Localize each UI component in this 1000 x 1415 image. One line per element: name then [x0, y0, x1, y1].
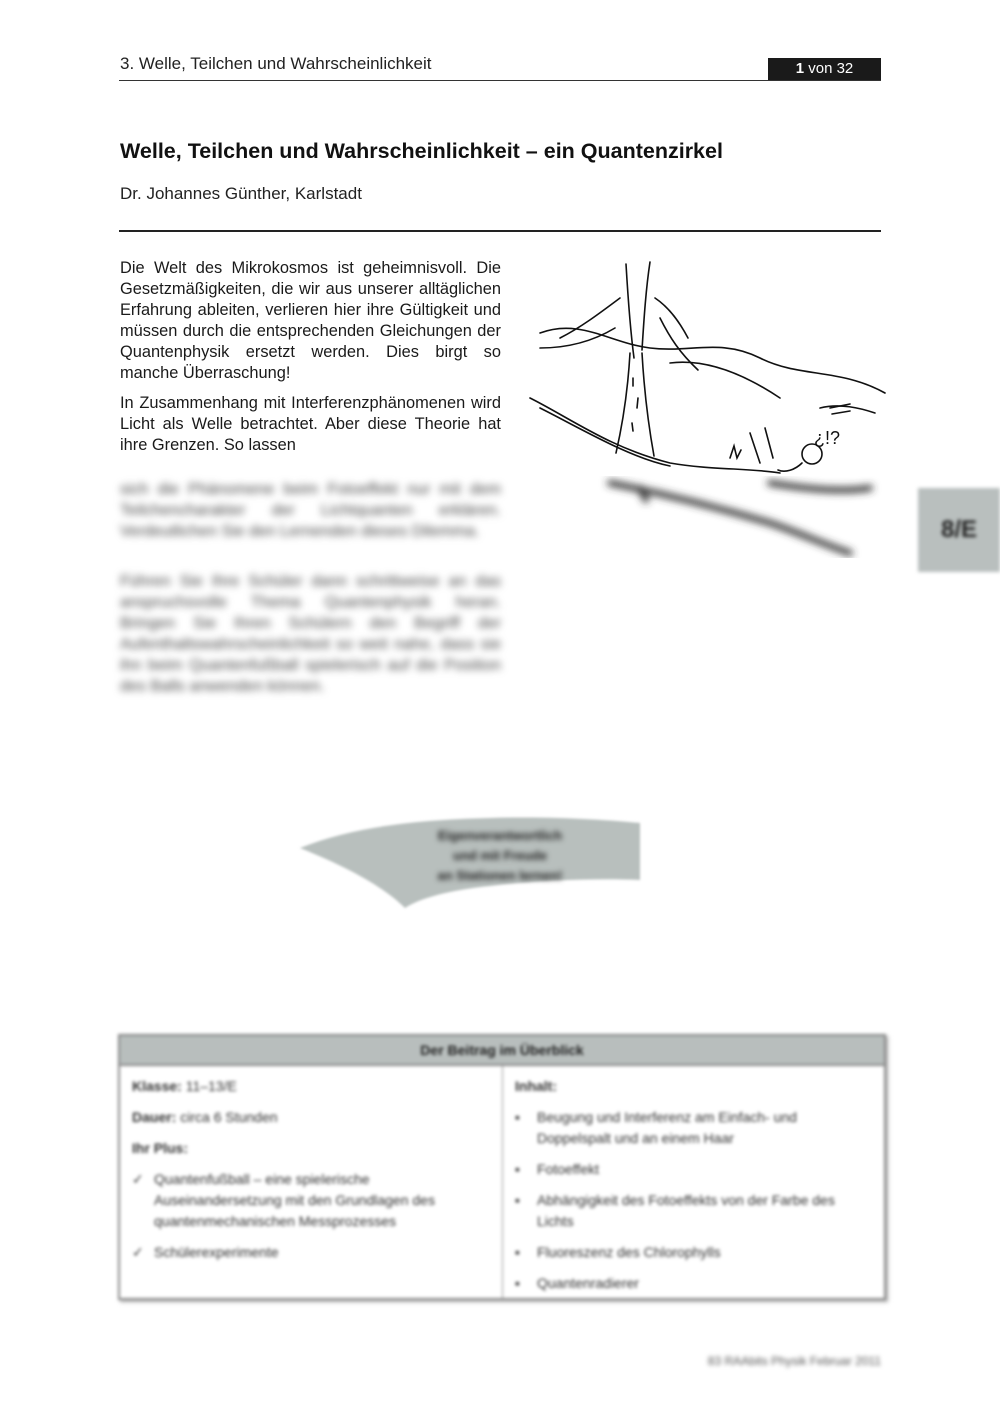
dauer-label: Dauer: — [132, 1109, 177, 1125]
klasse-row — [132, 1076, 490, 1097]
intro-paragraph-2-blurred: sich die Phänomene beim Fotoeffekt nur mit dem Teilchencharakter der Lichtquanten erklären. Verdeutlichen Sie den Lernenden dieses Dilemma. — [120, 481, 501, 540]
plus-label: Ihr Plus: — [132, 1140, 189, 1156]
intro-text — [120, 258, 501, 455]
ribbon-line-2: und mit Freude — [453, 848, 547, 863]
page-total: von 32 — [808, 60, 854, 77]
page-current: 1 — [795, 60, 805, 77]
section-title: 3. Welle, Teilchen und Wahrscheinlichkeit — [120, 54, 432, 73]
header-divider — [119, 80, 881, 81]
inhalt-item: ▪ Fluoreszenz des Chlorophylls — [515, 1242, 870, 1263]
illustration-exclamation: ¿!? — [814, 428, 841, 448]
cartoon-skier-tree-icon — [520, 258, 890, 558]
ribbon-line-3: an Stationen lernen! — [437, 868, 563, 883]
overview-right-column — [503, 1066, 882, 1298]
chapter-side-tab-label: 8/E — [940, 516, 978, 543]
page-counter — [768, 58, 881, 80]
overview-left-column — [120, 1066, 503, 1298]
inhalt-item: ▪ Beugung und Interferenz am Einfach- und Doppelspalt und an einem Haar — [515, 1107, 870, 1149]
inhalt-item: ▪ Abhängigkeit des Fotoeffekts von der Farbe des Lichts — [515, 1190, 870, 1232]
overview-table — [118, 1034, 886, 1300]
klasse-value: 11–13/E — [185, 1078, 237, 1094]
plus-item: ✓ Quantenfußball – eine spielerische Auseinandersetzung mit den Grundlagen des quantenmechanischen Messprozesses — [132, 1169, 490, 1232]
klasse-label: Klasse: — [132, 1078, 182, 1094]
chapter-side-tab — [918, 488, 1000, 572]
inhalt-label: Inhalt: — [515, 1078, 557, 1094]
ribbon-callout-text — [400, 826, 600, 886]
document-author: Dr. Johannes Günther, Karlstadt — [120, 184, 362, 203]
dauer-row — [132, 1107, 490, 1128]
intro-paragraph-3-blurred: Führen Sie Ihre Schüler dann schrittweise an das anspruchsvolle Thema Quantenphysik heran. Bringen Sie Ihren Schülern den Begriff der Aufenthaltswahrscheinlichkeit so weit nahe, dass sie ihn beim Quantenfußball spielerisch auf die Position des Balls anwenden können. — [120, 573, 501, 695]
document-title: Welle, Teilchen und Wahrscheinlichkeit – ein Quantenzirkel — [120, 139, 723, 163]
footer-copyright: 83 RAAbits Physik Februar 2011 — [707, 1354, 881, 1368]
plus-item: ✓ Schülerexperimente — [132, 1242, 490, 1263]
inhalt-item: ▪ Quantenradierer — [515, 1273, 870, 1294]
intro-paragraph-1: Die Welt des Mikrokosmos ist geheimnisvoll. Die Gesetzmäßigkeiten, die wir aus unserer alltäglichen Erfahrung ableiten, verlieren hier ihre Gültigkeit und müssen durch die entsprechenden Gleichungen der Quantenphysik ersetzt werden. Dies birgt so manche Überraschung! — [120, 259, 501, 382]
overview-heading: Der Beitrag im Überblick — [120, 1036, 884, 1066]
intro-paragraph-2-visible: In Zusammenhang mit Interferenzphänomenen wird Licht als Welle betrachtet. Aber diese Theorie hat ihre Grenzen. So lassen — [120, 394, 501, 455]
inhalt-item: ▪ Fotoeffekt — [515, 1159, 870, 1180]
ribbon-line-1: Eigenverantwortlich — [437, 828, 563, 843]
title-divider — [119, 230, 881, 232]
dauer-value: circa 6 Stunden — [180, 1109, 278, 1125]
